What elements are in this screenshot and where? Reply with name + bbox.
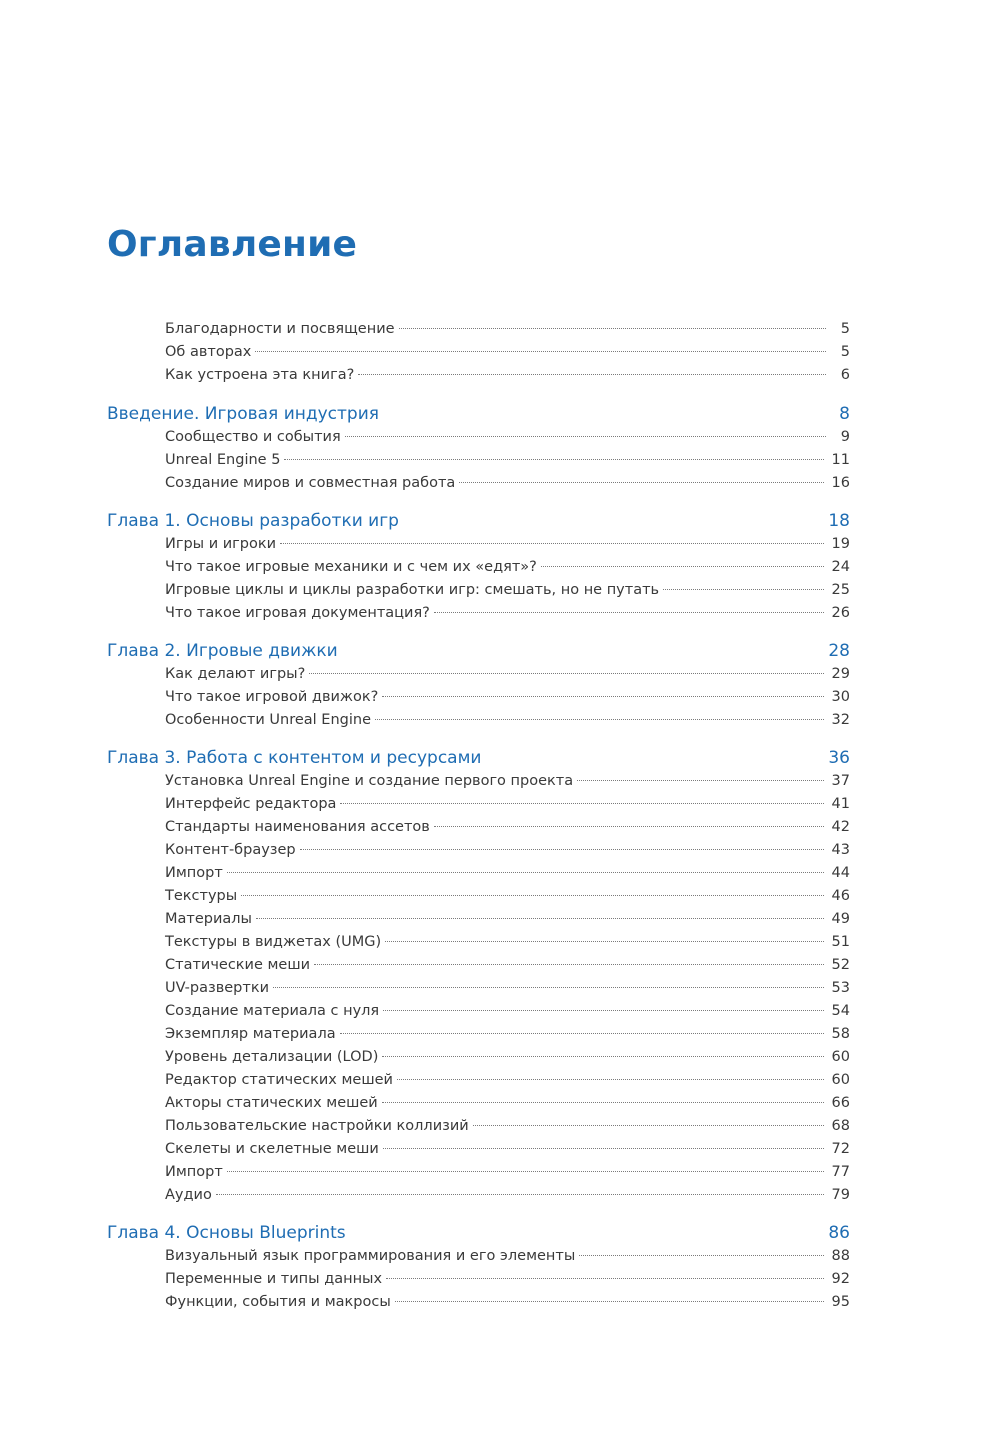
entry-page-number: 44 [831, 865, 850, 881]
dot-leader [227, 872, 824, 873]
dot-leader [383, 1148, 824, 1149]
chapter-page-number: 36 [828, 748, 850, 768]
chapter-title: Глава 2. Игровые движки [107, 641, 338, 661]
entry-title: Создание материала с нуля [165, 1003, 380, 1019]
toc-entry[interactable] [165, 908, 850, 931]
entry-title: Создание миров и совместная работа [165, 475, 456, 491]
entry-title: Переменные и типы данных [165, 1271, 383, 1287]
entry-title: Акторы статических мешей [165, 1095, 378, 1111]
chapter-heading[interactable] [107, 509, 850, 533]
toc-entry[interactable] [165, 1115, 850, 1138]
toc-entry[interactable] [165, 793, 850, 816]
dot-leader [340, 1033, 824, 1034]
dot-leader [273, 987, 824, 988]
entry-page-number: 53 [831, 980, 850, 996]
dot-leader [345, 436, 826, 437]
entry-title: Игровые циклы и циклы разработки игр: смешать, но не путать [165, 582, 660, 598]
entry-title: Особенности Unreal Engine [165, 712, 371, 728]
entry-page-number: 11 [831, 452, 850, 468]
toc-entry[interactable] [165, 1000, 850, 1023]
toc-entry[interactable] [165, 1023, 850, 1046]
toc-entry[interactable] [165, 709, 850, 732]
entry-page-number: 16 [831, 475, 850, 491]
dot-leader [434, 826, 824, 827]
toc-entry[interactable] [165, 885, 850, 908]
toc-entry[interactable] [165, 977, 850, 1000]
chapter-heading[interactable] [107, 639, 850, 663]
entry-title: Интерфейс редактора [165, 796, 337, 812]
entry-title: Функции, события и макросы [165, 1294, 391, 1310]
entry-page-number: 25 [831, 582, 850, 598]
entry-page-number: 72 [831, 1141, 850, 1157]
toc-section [107, 639, 850, 732]
dot-leader [382, 1056, 823, 1057]
entry-title: Благодарности и посвящение [165, 321, 395, 337]
entry-page-number: 79 [831, 1187, 850, 1203]
dot-leader [663, 589, 823, 590]
chapter-title: Глава 4. Основы Blueprints [107, 1223, 346, 1243]
entry-page-number: 52 [831, 957, 850, 973]
entry-page-number: 88 [831, 1248, 850, 1264]
toc-section [107, 746, 850, 1207]
entry-title: Уровень детализации (LOD) [165, 1049, 379, 1065]
entry-title: Unreal Engine 5 [165, 452, 281, 468]
entry-title: Импорт [165, 1164, 223, 1180]
dot-leader [241, 895, 823, 896]
toc-entry[interactable] [165, 954, 850, 977]
entry-title: Об авторах [165, 344, 252, 360]
entry-page-number: 5 [840, 321, 850, 337]
dot-leader [541, 566, 824, 567]
dot-leader [255, 351, 826, 352]
toc-entry[interactable] [165, 931, 850, 954]
entry-title: Что такое игровая документация? [165, 605, 430, 621]
dot-leader [375, 719, 824, 720]
toc-entry[interactable] [165, 1138, 850, 1161]
dot-leader [300, 849, 824, 850]
dot-leader [434, 612, 824, 613]
entry-page-number: 29 [831, 666, 850, 682]
entry-page-number: 68 [831, 1118, 850, 1134]
entry-page-number: 37 [831, 773, 850, 789]
toc-section [107, 318, 850, 387]
toc-entry[interactable] [165, 364, 850, 387]
toc-entry[interactable] [165, 1268, 850, 1291]
toc-entry[interactable] [165, 1092, 850, 1115]
entry-title: Текстуры [165, 888, 238, 904]
toc-entry[interactable] [165, 839, 850, 862]
toc-section [107, 402, 850, 495]
entry-page-number: 95 [831, 1294, 850, 1310]
toc-entry[interactable] [165, 770, 850, 793]
entry-page-number: 24 [831, 559, 850, 575]
dot-leader [399, 328, 826, 329]
entry-page-number: 92 [831, 1271, 850, 1287]
entry-page-number: 49 [831, 911, 850, 927]
dot-leader [579, 1255, 823, 1256]
entry-page-number: 54 [831, 1003, 850, 1019]
chapter-page-number: 86 [828, 1223, 850, 1243]
entry-page-number: 58 [831, 1026, 850, 1042]
toc-entry[interactable] [165, 449, 850, 472]
dot-leader [386, 1278, 823, 1279]
dot-leader [577, 780, 823, 781]
entry-title: Как делают игры? [165, 666, 306, 682]
dot-leader [382, 696, 823, 697]
entry-title: Что такое игровые механики и с чем их «едят»? [165, 559, 537, 575]
toc-entry[interactable] [165, 318, 850, 341]
entry-title: Сообщество и события [165, 429, 341, 445]
entry-page-number: 9 [840, 429, 850, 445]
dot-leader [227, 1171, 824, 1172]
entry-title: Экземпляр материала [165, 1026, 336, 1042]
entry-title: Пользовательские настройки коллизий [165, 1118, 469, 1134]
toc-entry[interactable] [165, 1161, 850, 1184]
toc-entry[interactable] [165, 1046, 850, 1069]
toc-entry[interactable] [165, 816, 850, 839]
dot-leader [284, 459, 823, 460]
entry-title: Как устроена эта книга? [165, 367, 355, 383]
entry-title: Редактор статических мешей [165, 1072, 393, 1088]
chapter-page-number: 8 [839, 404, 850, 424]
toc-entry[interactable] [165, 1245, 850, 1268]
dot-leader [256, 918, 824, 919]
entry-page-number: 32 [831, 712, 850, 728]
entry-title: Стандарты наименования ассетов [165, 819, 430, 835]
entry-page-number: 46 [831, 888, 850, 904]
chapter-title: Введение. Игровая индустрия [107, 404, 379, 424]
toc-section [107, 1221, 850, 1314]
toc-entry[interactable] [165, 686, 850, 709]
dot-leader [216, 1194, 824, 1195]
chapter-page-number: 28 [828, 641, 850, 661]
toc-entry[interactable] [165, 862, 850, 885]
toc-entry[interactable] [165, 579, 850, 602]
toc-entry[interactable] [165, 663, 850, 686]
dot-leader [358, 374, 826, 375]
entry-title: UV-развертки [165, 980, 270, 996]
toc-entry[interactable] [165, 556, 850, 579]
chapter-title: Глава 1. Основы разработки игр [107, 511, 399, 531]
dot-leader [395, 1301, 824, 1302]
entry-page-number: 30 [831, 689, 850, 705]
entry-page-number: 26 [831, 605, 850, 621]
entry-title: Аудио [165, 1187, 212, 1203]
entry-page-number: 60 [831, 1072, 850, 1088]
entry-title: Материалы [165, 911, 252, 927]
toc-entry[interactable] [165, 602, 850, 625]
entry-page-number: 43 [831, 842, 850, 858]
dot-leader [385, 941, 823, 942]
entry-page-number: 5 [840, 344, 850, 360]
entry-page-number: 51 [831, 934, 850, 950]
entry-title: Импорт [165, 865, 223, 881]
toc-entry[interactable] [165, 426, 850, 449]
toc-section [107, 509, 850, 625]
entry-title: Установка Unreal Engine и создание первого проекта [165, 773, 574, 789]
entry-title: Что такое игровой движок? [165, 689, 379, 705]
chapter-title: Глава 3. Работа с контентом и ресурсами [107, 748, 482, 768]
entry-page-number: 60 [831, 1049, 850, 1065]
table-of-contents [107, 318, 850, 1328]
dot-leader [382, 1102, 824, 1103]
toc-entry[interactable] [165, 472, 850, 495]
dot-leader [340, 803, 823, 804]
toc-entry[interactable] [165, 341, 850, 364]
page-title: Оглавление [107, 224, 358, 265]
toc-entry[interactable] [165, 1184, 850, 1207]
dot-leader [309, 673, 823, 674]
dot-leader [473, 1125, 824, 1126]
toc-entry[interactable] [165, 1291, 850, 1314]
dot-leader [314, 964, 823, 965]
entry-page-number: 66 [831, 1095, 850, 1111]
entry-page-number: 42 [831, 819, 850, 835]
entry-page-number: 6 [840, 367, 850, 383]
dot-leader [459, 482, 823, 483]
chapter-page-number: 18 [828, 511, 850, 531]
entry-title: Скелеты и скелетные меши [165, 1141, 379, 1157]
entry-title: Статические меши [165, 957, 311, 973]
entry-page-number: 77 [831, 1164, 850, 1180]
entry-title: Игры и игроки [165, 536, 277, 552]
dot-leader [383, 1010, 823, 1011]
chapter-heading[interactable] [107, 402, 850, 426]
entry-page-number: 41 [831, 796, 850, 812]
entry-title: Контент-браузер [165, 842, 296, 858]
entry-title: Текстуры в виджетах (UMG) [165, 934, 382, 950]
dot-leader [280, 543, 823, 544]
dot-leader [397, 1079, 824, 1080]
toc-entry[interactable] [165, 1069, 850, 1092]
entry-page-number: 19 [831, 536, 850, 552]
entry-title: Визуальный язык программирования и его элементы [165, 1248, 576, 1264]
chapter-heading[interactable] [107, 1221, 850, 1245]
toc-entry[interactable] [165, 533, 850, 556]
chapter-heading[interactable] [107, 746, 850, 770]
